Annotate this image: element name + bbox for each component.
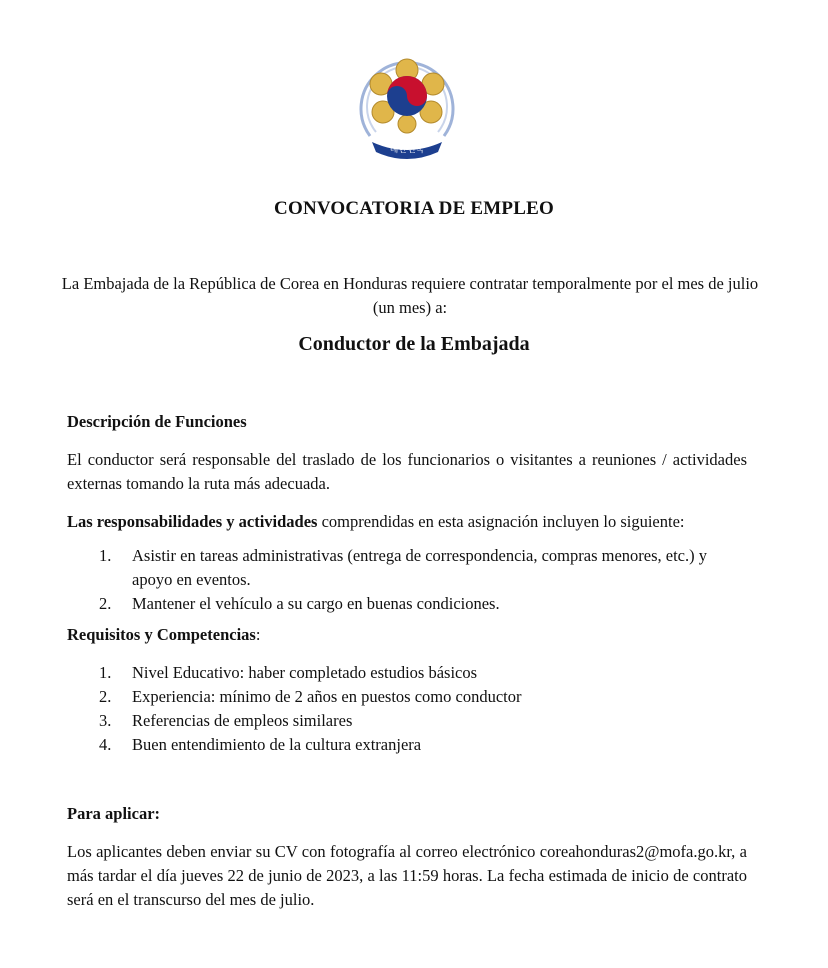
list-item-number: 2. [99,594,112,613]
responsabilidades-bold: Las responsabilidades y actividades [67,512,318,531]
list-item-text: Mantener el vehículo a su cargo en buenas condiciones. [132,594,500,613]
list-item-number: 1. [99,663,112,682]
list-item-text: Referencias de empleos similares [132,711,353,730]
descripcion-heading: Descripción de Funciones [67,412,247,431]
requisitos-list [67,661,747,757]
list-item [67,592,747,616]
aplicar-heading: Para aplicar: [67,804,161,823]
emblem-ribbon-text: 대한민국 [389,145,425,155]
requisitos-heading [67,625,747,645]
list-item [67,544,747,592]
responsabilidades-list [67,544,747,616]
list-item [67,733,747,757]
list-item [67,661,747,685]
list-item-number: 3. [99,711,112,730]
list-item [67,709,747,733]
descripcion-text: El conductor será responsable del traslado de los funcionarios o visitantes a reuniones / actividades externas tomando la ruta más adecuada. [67,450,747,493]
list-item-number: 4. [99,735,112,754]
requisitos-colon: : [255,625,261,644]
requisitos-heading-text: Requisitos y Competencias [67,625,256,644]
list-item-text: Buen entendimiento de la cultura extranjera [132,735,422,754]
list-item [67,685,747,709]
list-item-text: Experiencia: mínimo de 2 años en puestos como conductor [132,687,522,706]
intro-paragraph: La Embajada de la República de Corea en Honduras requiere contratar temporalmente por el mes de julio (un mes) a: [61,274,759,317]
position-title: Conductor de la Embajada [298,333,530,355]
list-item-text: Asistir en tareas administrativas (entrega de correspondencia, compras menores, etc.) y apoyo en eventos. [132,546,707,589]
aplicar-text: Los aplicantes deben enviar su CV con fotografía al correo electrónico coreahonduras2@mofa.go.kr, a más tardar el día jueves 22 de junio de 2023, a las 11:59 horas. La fecha estimada de inicio de contrato será en el transcurso del mes de julio. [67,842,747,909]
responsabilidades-intro [67,510,747,534]
list-item-number: 2. [99,687,112,706]
list-item-text: Nivel Educativo: haber completado estudios básicos [132,663,478,682]
responsabilidades-rest: comprendidas en esta asignación incluyen lo siguiente: [317,512,685,531]
list-item-number: 1. [99,546,112,565]
page-title: CONVOCATORIA DE EMPLEO [274,198,554,219]
korea-emblem-icon [352,48,462,160]
